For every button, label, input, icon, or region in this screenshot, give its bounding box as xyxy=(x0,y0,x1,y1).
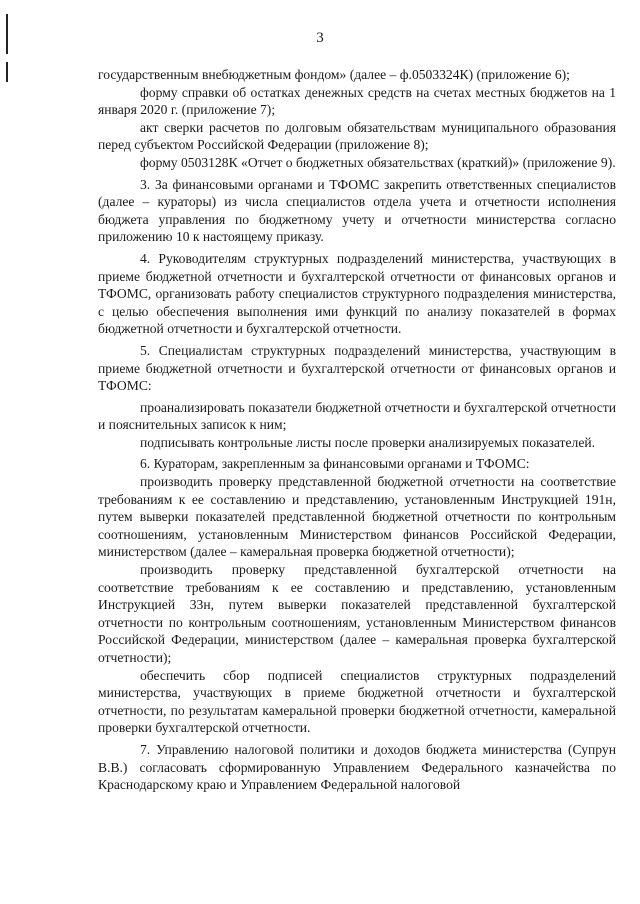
paragraph: проанализировать показатели бюджетной отчетности и бухгалтерской отчетности и пояснительных записок к ним; xyxy=(98,399,616,433)
paragraph: подписывать контрольные листы после проверки анализируемых показателей. xyxy=(140,434,596,450)
paragraph: государственным внебюджетным фондом» (далее – ф.0503324К) (приложение 6); xyxy=(98,67,570,82)
paragraph: производить проверку представленной бухгалтерской отчетности на соответствие требованиям к ее составлению и представлению, установленным Инструкцией 33н, путем выверки показателей представленной бухгалтерской отчетности по контрольным соотношениям, установленным Министерством финансов Российской Федерации, министерством (далее – камеральная проверка бухгалтерской отчетности); xyxy=(98,562,616,665)
paragraph: акт сверки расчетов по долговым обязательствам муниципального образования перед субъектом Российской Федерации (приложение 8); xyxy=(98,119,616,153)
paragraph: форму справки об остатках денежных средств на счетах местных бюджетов на 1 января 2020 г. (приложение 7); xyxy=(98,84,616,118)
paragraph: 7. Управлению налоговой политики и доходов бюджета министерства (Супрун В.В.) согласовать сформированную Управлением Федерального казначейства по Краснодарскому краю и Управлением Федеральной налоговой xyxy=(98,741,616,793)
document-body xyxy=(98,66,616,794)
page-number: 3 xyxy=(316,30,324,46)
paragraph: 5. Специалистам структурных подразделений министерства, участвующим в приеме бюджетной отчетности и бухгалтерской отчетности от финансовых органов и ТФОМС: xyxy=(98,342,616,394)
paragraph: производить проверку представленной бюджетной отчетности на соответствие требованиям к ее составлению и представлению, установленным Инструкцией 191н, путем выверки показателей представленной бюджетной отчетности по контрольным соотношениям, установленным Министерством финансов Российской Федерации, министерством (далее – камеральная проверка бюджетной отчетности); xyxy=(98,474,616,560)
paragraph: обеспечить сбор подписей специалистов структурных подразделений министерства, участвующих в приеме бюджетной отчетности и бухгалтерской отчетности, по результатам камеральной проверки бюджетной отчетности, камеральной проверки бухгалтерской отчетности. xyxy=(98,667,616,736)
paragraph: 4. Руководителям структурных подразделений министерства, участвующих в приеме бюджетной отчетности и бухгалтерской отчетности от финансовых органов и ТФОМС, организовать работу специалистов структурного подразделения министерства, с целью обеспечения выполнения ими функций по анализу показателей в формах бюджетной отчетности и бухгалтерской отчетности. xyxy=(98,250,616,337)
paragraph: 3. За финансовыми органами и ТФОМС закрепить ответственных специалистов (далее – кураторы) из числа специалистов отдела учета и отчетности исполнения бюджета управления по бюджетному учету и отчетности министерства согласно приложению 10 к настоящему приказу. xyxy=(98,176,616,245)
paragraph: форму 0503128К «Отчет о бюджетных обязательствах (краткий)» (приложение 9). xyxy=(140,154,616,170)
scan-edge-mark-bottom xyxy=(6,62,8,82)
paragraph: 6. Кураторам, закрепленным за финансовыми органами и ТФОМС: xyxy=(140,456,530,472)
